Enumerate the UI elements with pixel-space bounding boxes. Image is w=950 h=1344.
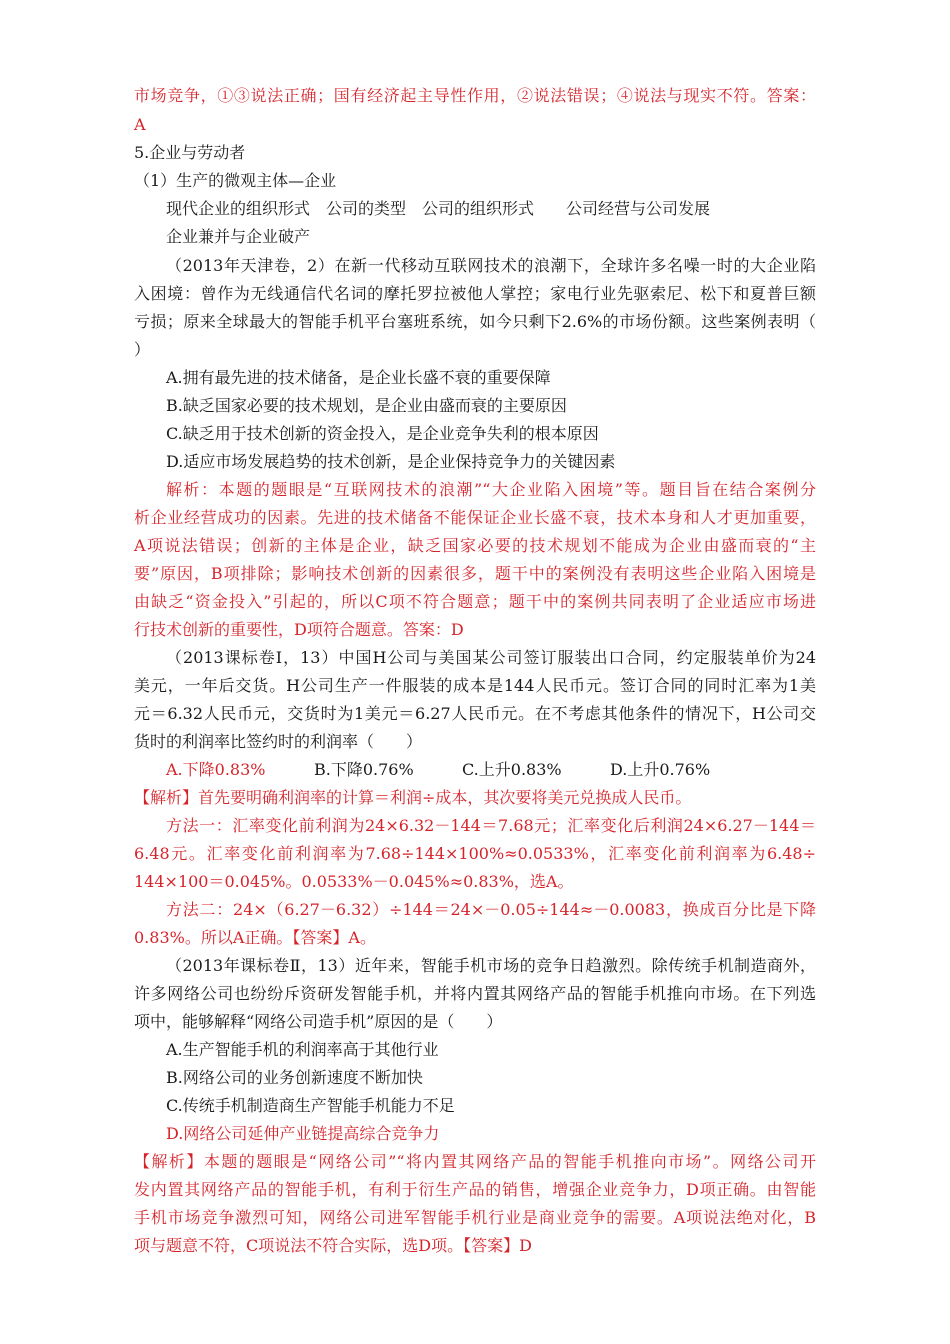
q2-method1-line-3: 144×100＝0.045%。0.0533%－0.045%≈0.83%，选A。: [134, 872, 574, 891]
q1-option-a: A.拥有最先进的技术储备，是企业长盛不衰的重要保障: [166, 368, 551, 387]
q2-stem-line-3: 元＝6.32人民币元，交货时为1美元＝6.27人民币元。在不考虑其他条件的情况下，H公司交: [134, 704, 816, 723]
q3-option-d: D.网络公司延伸产业链提高综合竞争力: [166, 1124, 440, 1143]
q1-analysis-line-2: 析企业经营成功的因素。先进的技术储备不能保证企业长盛不衰，技术本身和人才更加重要，: [134, 508, 816, 527]
topics-line-1: 现代企业的组织形式 公司的类型 公司的组织形式 公司经营与公司发展: [166, 199, 711, 218]
q1-stem-line-1: （2013年天津卷，2）在新一代移动互联网技术的浪潮下，全球许多名噪一时的大企业陷: [166, 256, 816, 275]
q1-option-c: C.缺乏用于技术创新的资金投入，是企业竞争失利的根本原因: [166, 424, 599, 443]
q3-analysis-line-1: 【解析】本题的题眼是“网络公司”“将内置其网络产品的智能手机推向市场”。网络公司开: [134, 1152, 816, 1171]
q2-option-d: D.上升0.76%: [610, 760, 711, 779]
q1-analysis-line-5: 由缺乏“资金投入”引起的，所以C项不符合题意；题干中的案例共同表明了企业适应市场进: [134, 592, 816, 611]
q1-analysis-line-4: 要”原因，B项排除；影响技术创新的因素很多，题干中的案例没有表明这些企业陷入困境是: [134, 564, 816, 583]
q3-analysis-line-4: 项与题意不符，C项说法不符合实际，选D项。【答案】D: [134, 1236, 532, 1255]
q3-option-a: A.生产智能手机的利润率高于其他行业: [166, 1040, 439, 1059]
q3-analysis-line-2: 发内置其网络产品的智能手机，有利于衍生产品的销售，增强企业竞争力，D项正确。由智能: [134, 1180, 816, 1199]
q1-option-d: D.适应市场发展趋势的技术创新，是企业保持竞争力的关键因素: [166, 452, 616, 471]
q1-option-b: B.缺乏国家必要的技术规划，是企业由盛而衰的主要原因: [166, 396, 567, 415]
q1-analysis-line-3: A项说法错误；创新的主体是企业，缺乏国家必要的技术规划不能成为企业由盛而衰的“主: [134, 536, 816, 555]
q2-option-c: C.上升0.83%: [462, 760, 562, 779]
q2-method2-line-2: 0.83%。所以A正确。【答案】A。: [134, 928, 376, 947]
q3-option-b: B.网络公司的业务创新速度不断加快: [166, 1068, 423, 1087]
q1-analysis-line-6: 行技术创新的重要性，D项符合题意。答案：D: [134, 620, 464, 639]
q2-method1-line-2: 6.48元。汇率变化前利润率为7.68÷144×100%≈0.0533%，汇率变化前利润率为6.48÷: [134, 844, 816, 863]
prev-answer-line-1: 市场竞争，①③说法正确；国有经济起主导性作用，②说法错误；④说法与现实不符。答案：: [134, 86, 816, 105]
q1-analysis-line-1: 解析：本题的题眼是“互联网技术的浪潮”“大企业陷入困境”等。题目旨在结合案例分: [166, 480, 816, 499]
q3-analysis-line-3: 手机市场竞争激烈可知，网络公司进军智能手机行业是商业竞争的需要。A项说法绝对化，B: [134, 1208, 816, 1227]
q2-stem-line-4: 货时的利润率比签约时的利润率（ ）: [134, 732, 423, 751]
q3-stem-line-3: 项中，能够解释“网络公司造手机”原因的是（ ）: [134, 1012, 503, 1031]
q2-analysis-intro: 【解析】首先要明确利润率的计算＝利润÷成本，其次要将美元兑换成人民币。: [134, 788, 692, 807]
topics-line-2: 企业兼并与企业破产: [166, 227, 311, 246]
q3-stem-line-1: （2013年课标卷Ⅱ，13）近年来，智能手机市场的竞争日趋激烈。除传统手机制造商外，: [166, 956, 816, 975]
q1-stem-line-2: 入困境：曾作为无线通信代名词的摩托罗拉被他人掌控；家电行业先驱索尼、松下和夏普巨额: [134, 284, 816, 303]
q2-method1-line-1: 方法一：汇率变化前利润为24×6.32－144＝7.68元；汇率变化后利润24×6.27－144＝: [166, 816, 816, 835]
q1-stem-line-3: 亏损；原来全球最大的智能手机平台塞班系统，如今只剩下2.6%的市场份额。这些案例表明（: [134, 312, 816, 331]
q2-method2-line-1: 方法二：24×（6.27－6.32）÷144＝24×－0.05÷144≈－0.0083，换成百分比是下降: [166, 900, 816, 919]
q1-stem-line-4: ）: [134, 340, 151, 359]
q2-stem-line-2: 美元，一年后交货。H公司生产一件服装的成本是144人民币元。签订合同的同时汇率为1美: [134, 676, 816, 695]
q2-option-a: A.下降0.83%: [166, 760, 266, 779]
prev-answer-line-2: A: [134, 115, 146, 134]
subsection-heading: （1）生产的微观主体—企业: [134, 171, 337, 190]
section-heading: 5.企业与劳动者: [134, 143, 246, 162]
q2-stem-line-1: （2013课标卷Ⅰ，13）中国H公司与美国某公司签订服装出口合同，约定服装单价为24: [166, 648, 816, 667]
q3-option-c: C.传统手机制造商生产智能手机能力不足: [166, 1096, 455, 1115]
q2-option-b: B.下降0.76%: [314, 760, 414, 779]
q3-stem-line-2: 许多网络公司也纷纷斥资研发智能手机，并将内置其网络产品的智能手机推向市场。在下列选: [134, 984, 816, 1003]
